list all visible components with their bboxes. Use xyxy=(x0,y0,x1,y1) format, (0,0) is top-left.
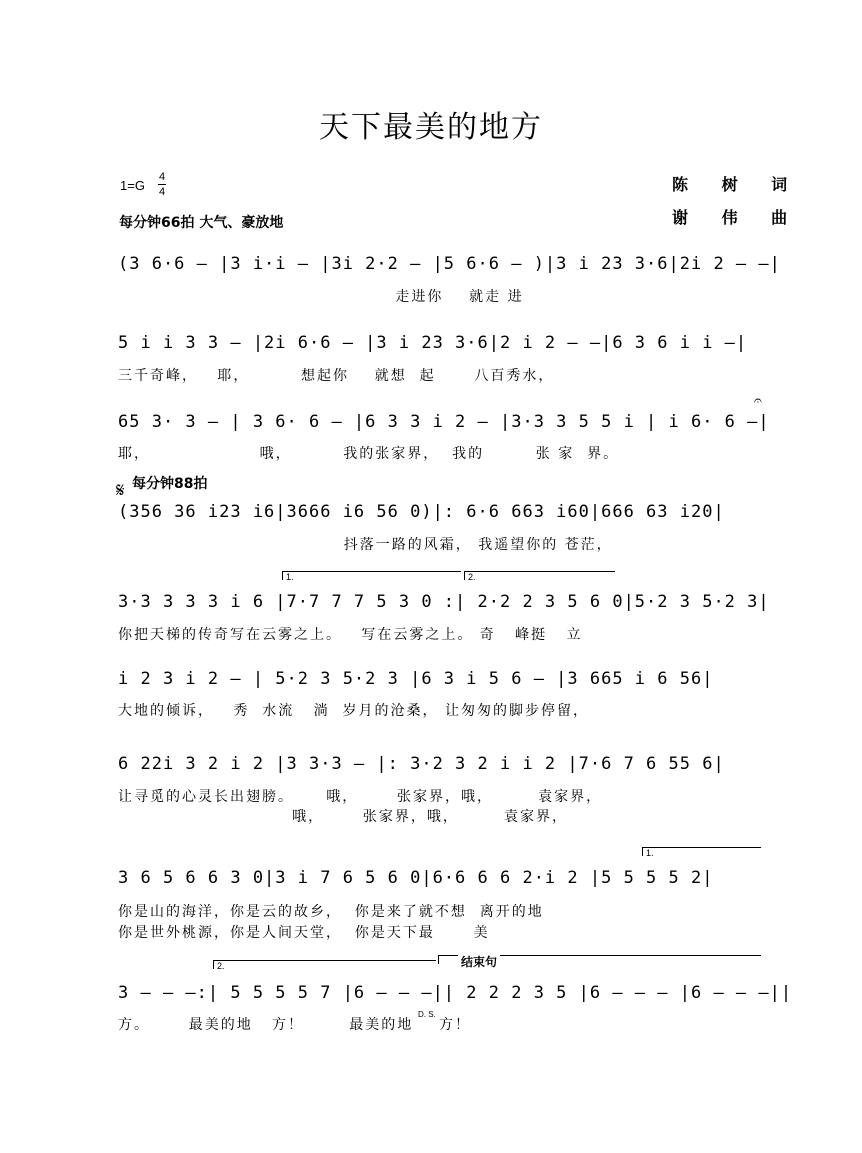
lyricist: 陈 树 词 xyxy=(672,175,802,194)
lyric-line-5: 你把天梯的传奇写在云雾之上。 写在云雾之上。 奇 峰挺 立 xyxy=(118,627,583,643)
segno-icon: 𝄋 xyxy=(116,478,125,502)
lyric-line-2: 三千奇峰， 耶， 想起你 就想 起 八百秀水， xyxy=(118,368,555,384)
tempo-marking-2: 每分钟88拍 xyxy=(132,476,208,492)
volta-2: 2. xyxy=(464,571,615,580)
meter-bottom: 4 xyxy=(158,186,166,198)
composer: 谢 伟 曲 xyxy=(672,208,802,227)
volta-2b: 2. xyxy=(213,960,436,969)
music-line-5: 3·3 3 3 3 i 6 |7·7 7 7 5 3 0 :| 2·2 2 3 5 6 0|5·2 3 5·2 3| xyxy=(118,592,770,612)
music-line-7: 6 22i 3 2 i 2 |3 3·3 – |: 3·2 3 2 i i 2 |7·6 7 6 55 6| xyxy=(118,754,725,774)
volta-1: 1. xyxy=(282,571,461,580)
ds-marking: D. S. xyxy=(418,1010,436,1019)
lyric-line-3: 耶， 哦， 我的张家界， 我的 张 家 界。 xyxy=(118,446,620,462)
music-line-8: 3 6 5 6 6 3 0|3 i 7 6 5 6 0|6·6 6 6 2·i 2 |5 5 5 5 2| xyxy=(118,868,714,888)
lyric-line-6: 大地的倾诉， 秀 水流 淌 岁月的沧桑， 让匆匆的脚步停留， xyxy=(118,703,589,719)
song-title: 天下最美的地方 xyxy=(319,110,543,145)
tempo-marking: 每分钟66拍 大气、豪放地 xyxy=(119,215,284,231)
time-signature xyxy=(158,170,166,199)
lyric-line-4: 抖落一路的风霜， 我遥望你的 苍茫， xyxy=(118,537,613,553)
fermata-icon: 𝄐 xyxy=(754,393,762,409)
music-line-2: 5 i i 3 3 – |2i 6·6 – |3 i 23 3·6|2 i 2 – –|6 3 6 i i –| xyxy=(118,333,748,353)
lyric-line-7a: 让寻觅的心灵长出翅膀。 哦， 张家界，哦， 袁家界， xyxy=(118,789,603,805)
volta-1b: 1. xyxy=(642,847,761,856)
lyric-line-7b: 哦， 张家界，哦， 袁家界， xyxy=(118,809,569,825)
music-line-1: (3 6·6 – |3 i·i – |3i 2·2 – |5 6·6 – )|3 i 23 3·6|2i 2 – –| xyxy=(118,254,781,274)
meter-top: 4 xyxy=(158,171,166,183)
music-line-4: (356 36 i23 i6|3666 i6 56 0)|: 6·6 663 i60|666 63 i20| xyxy=(118,502,725,522)
music-line-3: 65 3· 3 – | 3 6· 6 – |6 3 3 i 2 – |3·3 3 5 5 i | i 6· 6 –| xyxy=(118,412,770,432)
lyric-line-8b: 你是世外桃源，你是人间天堂， 你是天下最 美 xyxy=(118,925,490,941)
lyric-line-8a: 你是山的海洋，你是云的故乡， 你是来了就不想 离开的地 xyxy=(118,904,544,920)
lyric-line-1: 走进你 就走 进 xyxy=(118,289,524,305)
music-line-6: i 2 3 i 2 – | 5·2 3 5·2 3 |6 3 i 5 6 – |3 665 i 6 56| xyxy=(118,669,714,689)
lyric-line-9: 方。 最美的地 方！ 最美的地 方！ xyxy=(118,1017,472,1033)
music-line-9: 3 – – –:| 5 5 5 5 7 |6 – – –|| 2 2 2 3 5 |6 – – – |6 – – –|| xyxy=(118,983,793,1003)
ending-label: 结束句 xyxy=(458,953,500,970)
key-signature: 1=G xyxy=(120,178,145,193)
